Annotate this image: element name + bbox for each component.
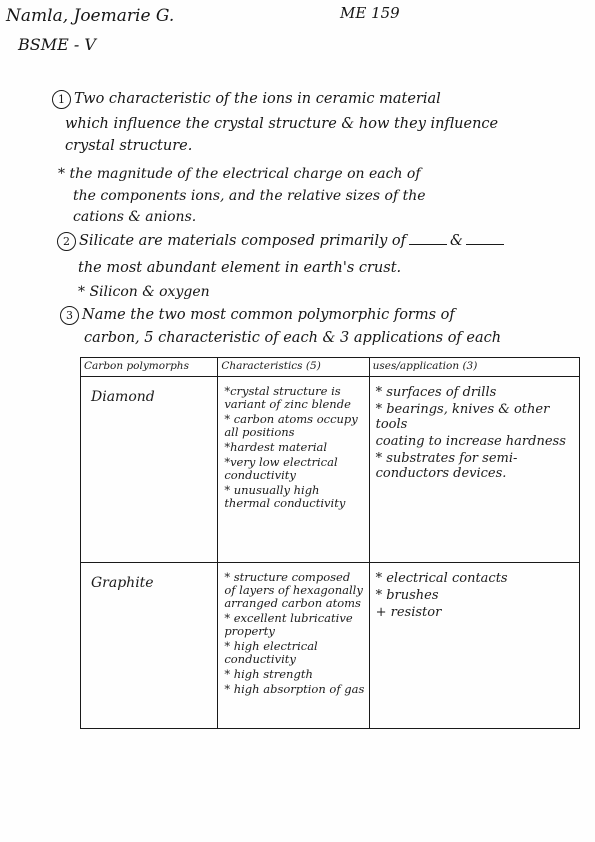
applications-cell bbox=[369, 563, 579, 729]
list-item: *very low electrical conductivity bbox=[224, 455, 338, 482]
question-2-ampersand: & bbox=[449, 233, 463, 249]
table-row bbox=[81, 563, 580, 729]
list-item: * structure composed of layers of hexagonally arranged carbon atoms bbox=[224, 570, 363, 610]
question-number-1: 1 bbox=[52, 90, 71, 109]
carbon-polymorphs-table bbox=[80, 357, 580, 729]
question-1-line-2: which influence the crystal structure & how they influence bbox=[65, 116, 499, 132]
table-header: uses/application (3) bbox=[369, 358, 579, 377]
answer-blank-2 bbox=[466, 234, 504, 245]
table-header: Carbon polymorphs bbox=[81, 358, 218, 377]
table-row bbox=[81, 377, 580, 563]
polymorph-name: Diamond bbox=[91, 389, 155, 405]
table-header: Characteristics (5) bbox=[218, 358, 369, 377]
applications-cell bbox=[369, 377, 579, 563]
course-code: ME 159 bbox=[340, 4, 400, 22]
list-item: *crystal structure is variant of zinc blende bbox=[224, 384, 351, 411]
characteristics-cell bbox=[218, 563, 369, 729]
answer-2: * Silicon & oxygen bbox=[78, 284, 210, 300]
list-item: * surfaces of drills bbox=[375, 385, 497, 400]
list-item: * substrates for semi-conductors devices. bbox=[375, 451, 518, 481]
answer-blank-1 bbox=[409, 234, 447, 245]
list-item: coating to increase hardness bbox=[375, 434, 566, 449]
list-item: * high electrical conductivity bbox=[224, 639, 318, 666]
list-item: * bearings, knives & other tools bbox=[375, 402, 550, 432]
question-2-line-2: the most abundant element in earth's crust. bbox=[78, 260, 402, 276]
list-item: * high strength bbox=[224, 667, 313, 681]
list-item: *hardest material bbox=[224, 440, 328, 454]
student-name: Namla, Joemarie G. bbox=[6, 6, 175, 26]
question-1-line-3: crystal structure. bbox=[65, 138, 193, 154]
list-item: * electrical contacts bbox=[375, 571, 508, 586]
question-number-3: 3 bbox=[60, 306, 79, 325]
characteristics-cell bbox=[218, 377, 369, 563]
question-1-line-1 bbox=[52, 90, 441, 109]
question-3-line-1 bbox=[60, 306, 455, 325]
list-item: * carbon atoms occupy all positions bbox=[224, 412, 358, 439]
section-label: BSME - V bbox=[18, 35, 96, 54]
answer-1-line-3: cations & anions. bbox=[73, 209, 197, 225]
answer-1-line-1: * the magnitude of the electrical charge on each of bbox=[58, 166, 421, 182]
question-3-line-2: carbon, 5 characteristic of each & 3 applications of each bbox=[84, 330, 502, 346]
question-2-line-1 bbox=[57, 232, 507, 251]
list-item: + resistor bbox=[375, 605, 442, 620]
list-item: * high absorption of gas bbox=[224, 682, 365, 696]
question-2-text-a: Silicate are materials composed primarily of bbox=[79, 233, 406, 249]
list-item: * brushes bbox=[375, 588, 439, 603]
question-number-2: 2 bbox=[57, 232, 76, 251]
question-3-text-a: Name the two most common polymorphic forms of bbox=[82, 307, 455, 323]
question-1-text-a: Two characteristic of the ions in ceramic material bbox=[74, 91, 441, 107]
list-item: * excellent lubricative property bbox=[224, 611, 353, 638]
polymorph-cell bbox=[81, 377, 218, 563]
table-header-row bbox=[81, 358, 580, 377]
answer-1-line-2: the components ions, and the relative sizes of the bbox=[73, 188, 426, 204]
polymorph-cell bbox=[81, 563, 218, 729]
polymorph-name: Graphite bbox=[91, 575, 154, 591]
list-item: * unusually high thermal conductivity bbox=[224, 483, 346, 510]
